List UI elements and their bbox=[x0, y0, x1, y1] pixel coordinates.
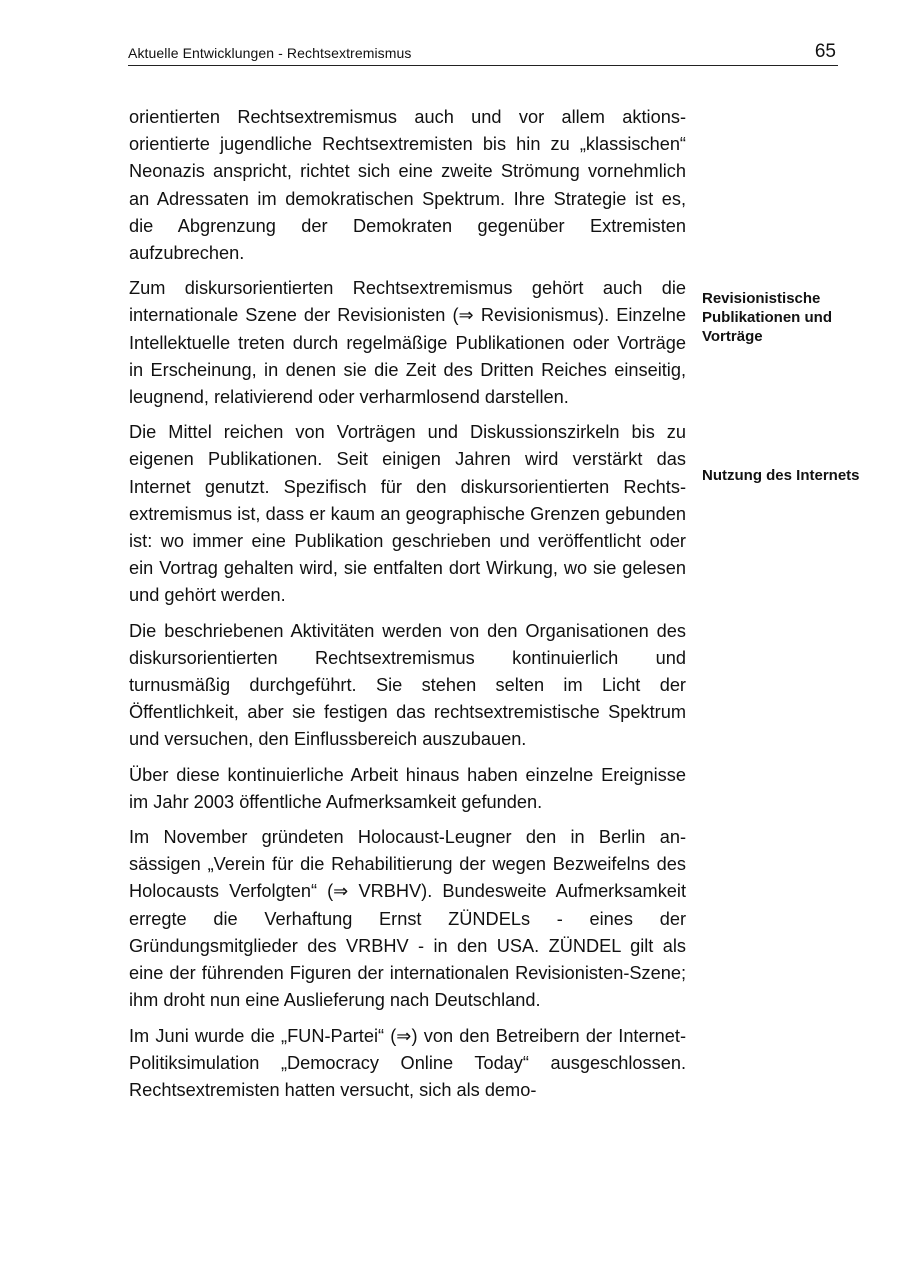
paragraph: Zum diskursorientierten Rechtsextremismus gehört auch die internationale Szene der Revisionisten (⇒ Revisionismus). Einzelne Intellektuelle treten durch regelmäßige Publikationen oder Vorträge in Erscheinung, in denen sie die Zeit des Dritten Reiches einseitig, leugnend, relativierend oder verharmlosend darstellen. bbox=[129, 278, 686, 408]
main-text bbox=[129, 104, 686, 1112]
paragraph: Im November gründeten Holocaust-Leugner den in Berlin ansässigen „Verein für die Rehabilitierung der wegen Bezweifelns des Holocausts Verfolgten“ (⇒ VRBHV). Bundesweite Aufmerksamkeit erregte die Verhaftung Ernst ZÜNDELs - eines der Gründungsmitglieder des VRBHV - in den USA. ZÜNDEL gilt als eine der führenden Figuren der internationalen Revisionisten-Szene; ihm droht nun eine Auslieferung nach Deutschland. bbox=[129, 827, 686, 1011]
page-header bbox=[128, 40, 838, 66]
margin-note-internet-use: Nutzung des Internets bbox=[702, 467, 860, 484]
paragraph: Die Mittel reichen von Vorträgen und Diskussionszirkeln bis zu eigenen Publikationen. Seit einigen Jahren wird verstärkt das Internet genutzt. Spezifisch für den diskursorientierten Rechtsextremismus ist, dass er kaum an geographische Grenzen gebunden ist: wo immer eine Publikation geschrieben und veröffentlicht oder ein Vortrag gehalten wird, sie entfalten dort Wirkung, wo sie gelesen und gehört werden. bbox=[129, 422, 686, 606]
paragraph: orientierten Rechtsextremismus auch und vor allem aktionsorientierte jugendliche Rechtsextremisten bis hin zu „klassischen“ Neonazis anspricht, richtet sich eine zweite Strömung vornehmlich an Adressaten im demokratischen Spektrum. Ihre Strategie ist es, die Abgrenzung der Demokraten gegenüber Extremisten aufzubrechen. bbox=[129, 107, 686, 264]
header-title: Aktuelle Entwicklungen - Rechtsextremismus bbox=[128, 45, 412, 61]
page-number: 65 bbox=[814, 41, 836, 62]
paragraph: Die beschriebenen Aktivitäten werden von den Organisationen des diskursorientierten Rechtsextremismus kontinuierlich und turnusmäßig durchgeführt. Sie stehen selten im Licht der Öffentlichkeit, aber sie festigen das rechtsextremistische Spektrum und versuchen, den Einflussbereich auszubauen. bbox=[129, 620, 686, 750]
margin-note-revisionist-publications: Revisionistische Publikationen und Vorträge bbox=[702, 290, 832, 345]
paragraph: Über diese kontinuierliche Arbeit hinaus haben einzelne Ereignisse im Jahr 2003 öffentliche Aufmerksamkeit gefunden. bbox=[129, 764, 686, 812]
paragraph: Im Juni wurde die „FUN-Partei“ (⇒) von den Betreibern der Internet-Politiksimulation „Democracy Online Today“ ausgeschlossen. Rechtsextremisten hatten versucht, sich als demo- bbox=[129, 1025, 686, 1100]
